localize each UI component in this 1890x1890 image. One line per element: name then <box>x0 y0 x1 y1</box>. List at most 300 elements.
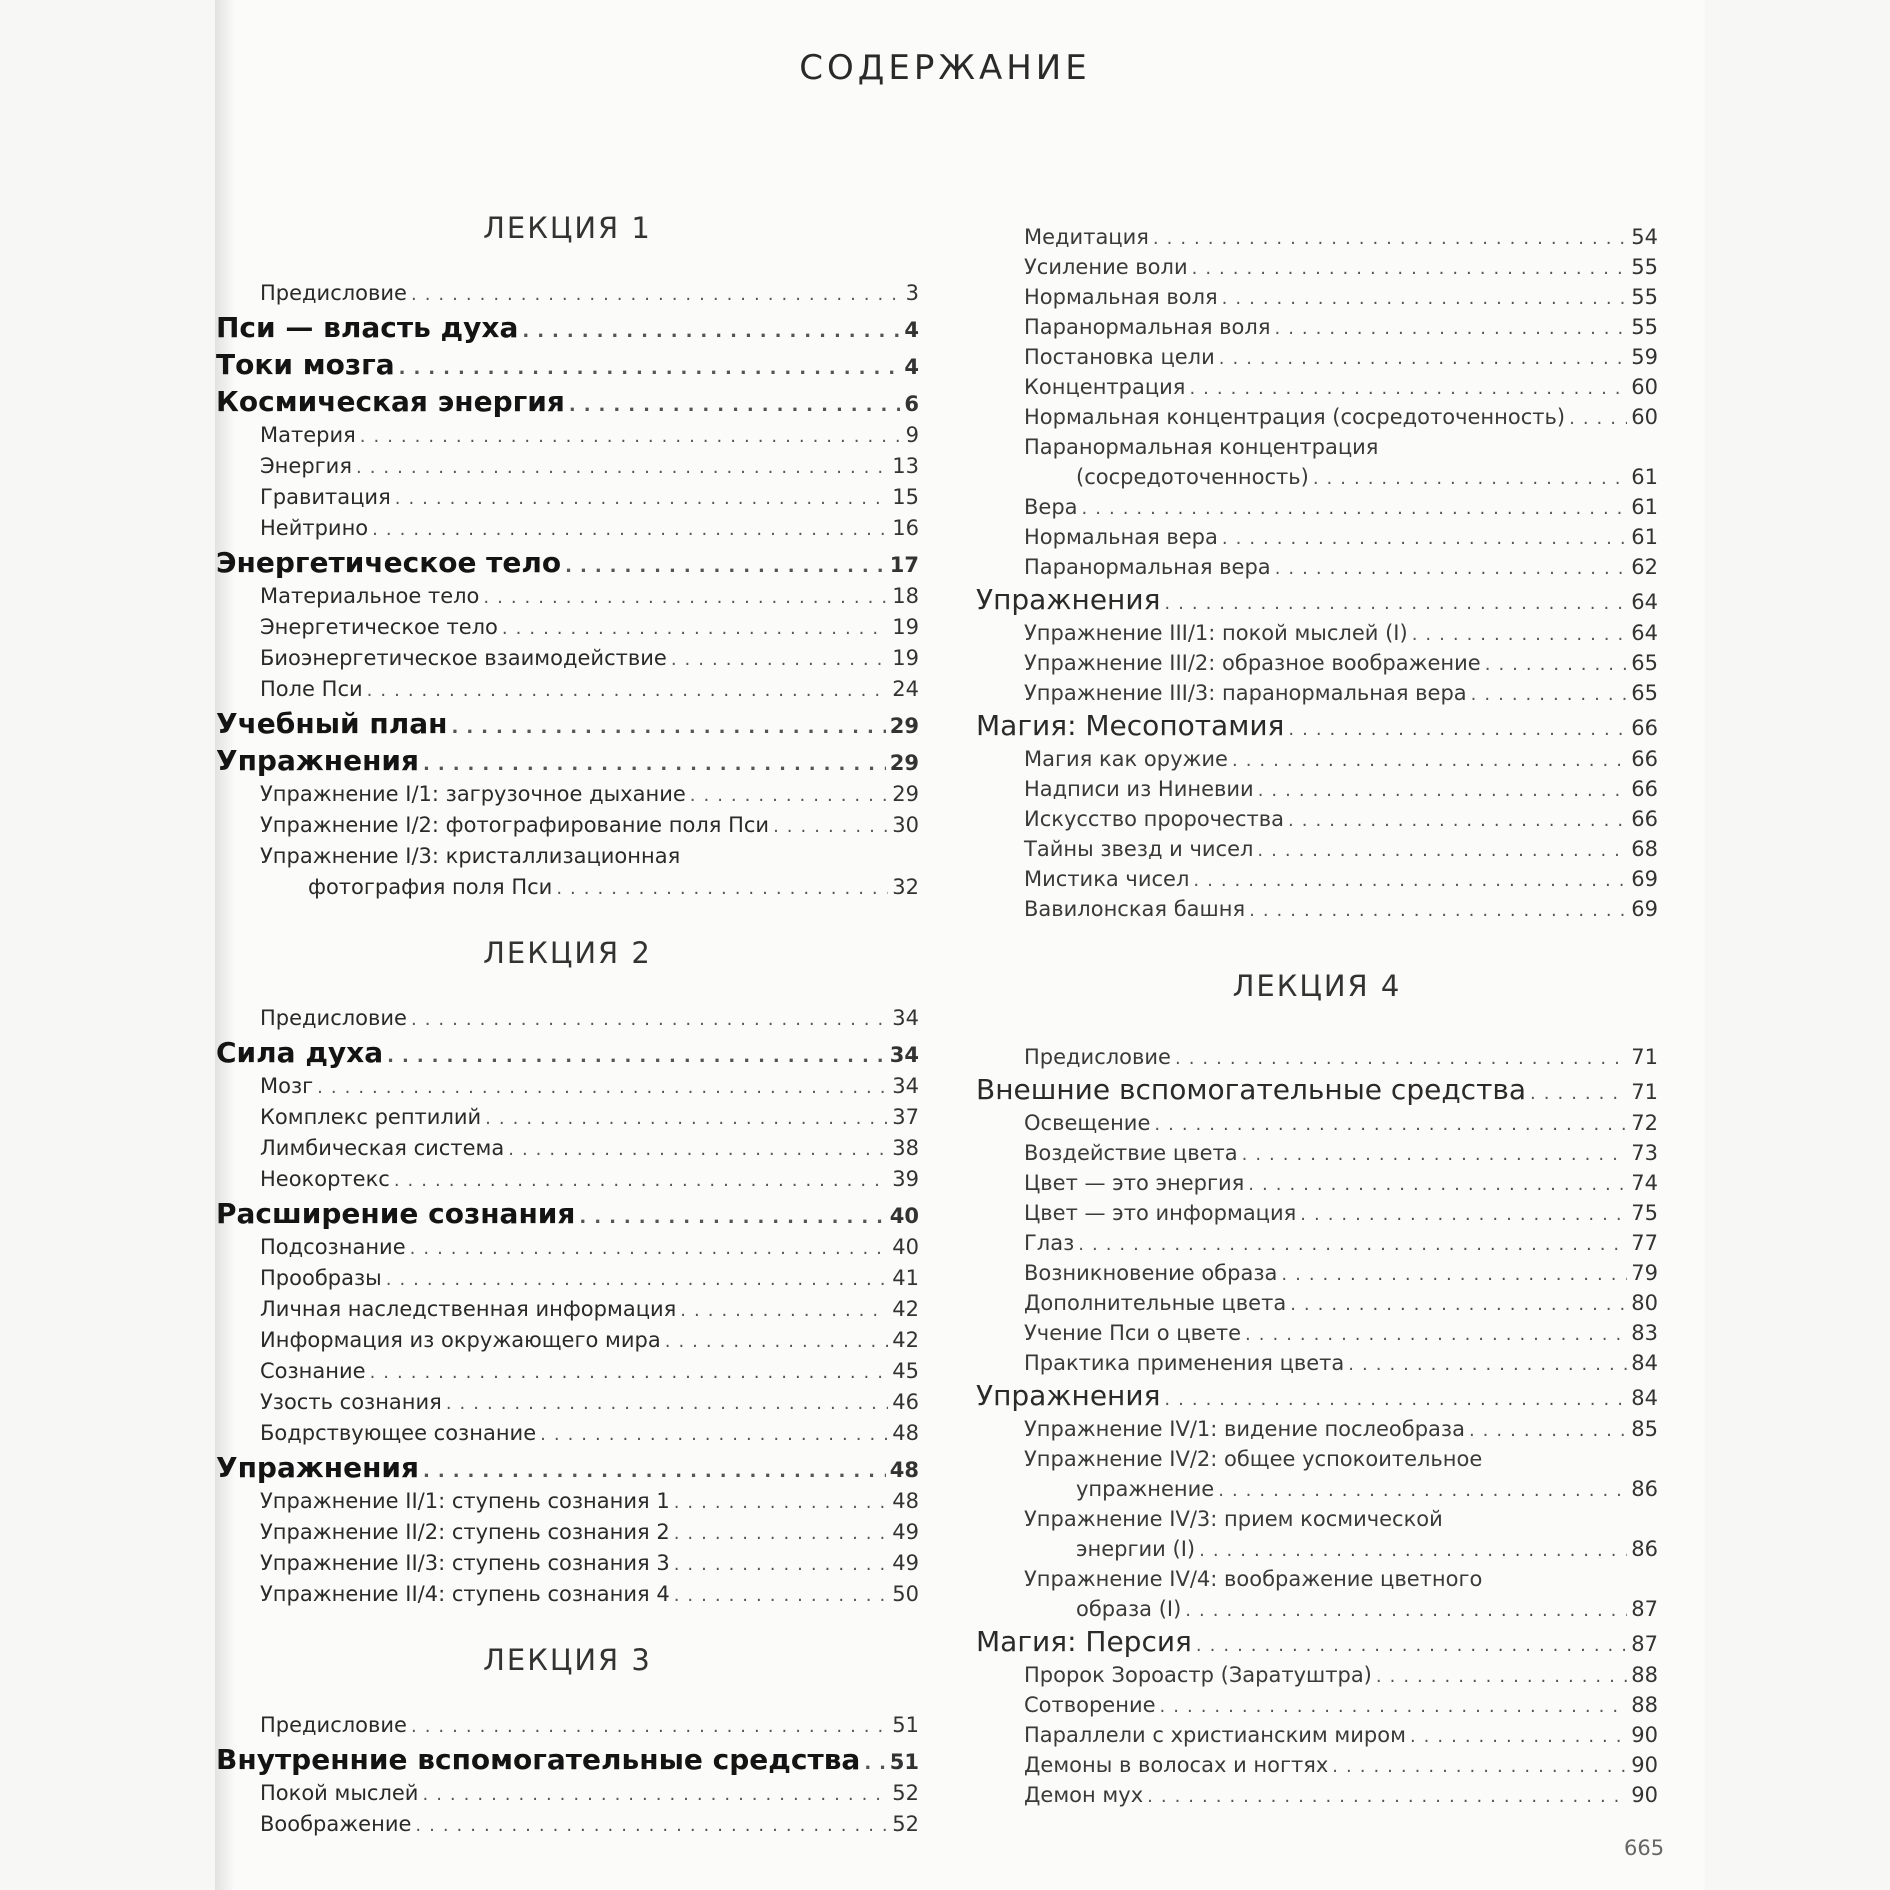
toc-entry-title: Мистика чисел <box>1024 867 1190 891</box>
toc-entry-page: 61 <box>1631 465 1658 489</box>
toc-entry-page: 69 <box>1631 867 1658 891</box>
toc-entry-title: Внешние вспомогательные средства <box>976 1073 1527 1106</box>
dot-leader <box>773 811 888 842</box>
dot-leader <box>386 1264 889 1295</box>
toc-entry-title: Подсознание <box>260 1235 406 1259</box>
toc-entry[interactable] <box>976 1348 1658 1378</box>
toc-entry-page: 30 <box>892 813 919 837</box>
toc-entry-page: 29 <box>889 714 919 738</box>
dot-leader <box>1192 254 1628 284</box>
toc-entry-page: 6 <box>904 392 919 416</box>
toc-entry-page: 61 <box>1631 525 1658 549</box>
dot-leader <box>1471 680 1628 710</box>
toc-entry[interactable] <box>216 1102 919 1133</box>
toc-entry-page: 29 <box>889 751 919 775</box>
toc-entry[interactable] <box>216 1232 919 1263</box>
toc-entry[interactable] <box>216 742 919 779</box>
toc-entry[interactable] <box>976 1138 1658 1168</box>
dot-leader <box>1222 524 1627 554</box>
dot-leader <box>1332 1752 1627 1782</box>
toc-entry[interactable] <box>216 1164 919 1195</box>
toc-entry-title: упражнение <box>1076 1477 1215 1501</box>
toc-entry[interactable] <box>976 894 1658 924</box>
toc-entry[interactable] <box>976 1780 1658 1810</box>
dot-leader <box>674 1518 889 1549</box>
toc-entry[interactable] <box>976 1414 1658 1444</box>
toc-entry[interactable] <box>216 1449 919 1486</box>
toc-entry[interactable] <box>976 1504 1658 1534</box>
toc-entry[interactable] <box>976 312 1658 342</box>
toc-entry-page: 51 <box>889 1750 919 1774</box>
toc-entry-page: 84 <box>1631 1386 1658 1410</box>
toc-entry-page: 85 <box>1631 1417 1658 1441</box>
toc-entry[interactable] <box>976 402 1658 432</box>
toc-entry-page: 38 <box>892 1136 919 1160</box>
toc-entry[interactable] <box>976 804 1658 834</box>
toc-entry-title: Упражнения <box>976 583 1161 616</box>
toc-entry-title: Паранормальная вера <box>1024 555 1271 579</box>
dot-leader <box>1281 1260 1627 1290</box>
toc-entry[interactable] <box>216 1003 919 1034</box>
toc-entry[interactable] <box>976 678 1658 708</box>
dot-leader <box>395 483 889 514</box>
toc-entry[interactable] <box>216 1195 919 1232</box>
toc-entry[interactable] <box>216 1325 919 1356</box>
toc-entry-page: 68 <box>1631 837 1658 861</box>
toc-entry-title: Предисловие <box>260 1006 407 1030</box>
toc-entry-title: Надписи из Ниневии <box>1024 777 1254 801</box>
toc-entry-page: 80 <box>1631 1291 1658 1315</box>
toc-entry-page: 64 <box>1631 621 1658 645</box>
toc-entry-title: Постановка цели <box>1024 345 1215 369</box>
toc-entry-title: Концентрация <box>1024 375 1186 399</box>
toc-entry-page: 77 <box>1631 1231 1658 1255</box>
toc-entry[interactable] <box>216 1778 919 1809</box>
dot-leader <box>1257 836 1627 866</box>
toc-entry-page: 34 <box>892 1074 919 1098</box>
toc-entry[interactable] <box>976 834 1658 864</box>
toc-entry-title: Токи мозга <box>216 348 395 381</box>
toc-entry-page: 18 <box>892 584 919 608</box>
toc-entry-title: Освещение <box>1024 1111 1151 1135</box>
toc-entry-title: фотография поля Пси <box>308 875 553 899</box>
toc-entry[interactable] <box>976 708 1658 744</box>
toc-entry[interactable] <box>216 674 919 705</box>
dot-leader <box>1348 1350 1627 1380</box>
toc-entry-page: 49 <box>892 1551 919 1575</box>
toc-entry-page: 40 <box>889 1204 919 1228</box>
toc-entry[interactable] <box>216 1517 919 1548</box>
toc-entry[interactable] <box>976 222 1658 252</box>
toc-entry-page: 51 <box>892 1713 919 1737</box>
toc-entry[interactable] <box>976 1288 1658 1318</box>
dot-leader <box>415 1810 888 1841</box>
toc-entry[interactable] <box>216 779 919 810</box>
toc-entry-title: Возникновение образа <box>1024 1261 1278 1285</box>
toc-entry-page: 48 <box>892 1489 919 1513</box>
toc-entry-page: 32 <box>892 875 919 899</box>
toc-entry-title: Упражнения <box>216 1451 420 1484</box>
toc-entry[interactable] <box>976 618 1658 648</box>
dot-leader <box>674 1580 889 1611</box>
toc-entry-title: Упражнение II/4: ступень сознания 4 <box>260 1582 670 1606</box>
toc-entry-page: 15 <box>892 485 919 509</box>
toc-entry[interactable] <box>216 1548 919 1579</box>
dot-leader <box>360 421 902 452</box>
toc-entry-title: Практика применения цвета <box>1024 1351 1345 1375</box>
toc-entry-page: 87 <box>1631 1632 1658 1656</box>
toc-entry[interactable] <box>976 1564 1658 1594</box>
toc-entry[interactable] <box>216 1486 919 1517</box>
toc-entry-page: 62 <box>1631 555 1658 579</box>
dot-leader <box>1242 1140 1628 1170</box>
toc-entry-page: 83 <box>1631 1321 1658 1345</box>
toc-entry-page: 69 <box>1631 897 1658 921</box>
dot-leader <box>1193 866 1627 896</box>
toc-entry-title: (сосредоточенность) <box>1076 465 1309 489</box>
toc-entry-title: Сила духа <box>216 1036 384 1069</box>
toc-entry-title: Магия: Персия <box>976 1625 1192 1658</box>
toc-entry[interactable] <box>976 522 1658 552</box>
toc-entry[interactable] <box>976 1444 1658 1474</box>
toc-entry[interactable] <box>216 309 919 346</box>
dot-leader <box>394 1165 888 1196</box>
toc-entry-title: Паранормальная концентрация <box>1024 435 1379 459</box>
lecture-heading: ЛЕКЦИЯ 4 <box>1232 969 1402 1003</box>
toc-entry-title: Упражнение III/3: паранормальная вера <box>1024 681 1467 705</box>
toc-entry-page: 19 <box>892 615 919 639</box>
dot-leader <box>485 1103 888 1134</box>
toc-entry-title: Упражнение IV/2: общее успокоительное <box>1024 1447 1483 1471</box>
toc-entry-page: 42 <box>892 1297 919 1321</box>
toc-entry[interactable] <box>976 1594 1658 1624</box>
toc-entry-title: Информация из окружающего мира <box>260 1328 661 1352</box>
dot-leader <box>1232 746 1627 776</box>
toc-entry[interactable] <box>976 282 1658 312</box>
dot-leader <box>1222 284 1628 314</box>
page-number: 665 <box>1624 1836 1665 1860</box>
toc-entry[interactable] <box>976 1750 1658 1780</box>
toc-entry-title: Воздействие цвета <box>1024 1141 1238 1165</box>
toc-entry-page: 71 <box>1631 1080 1658 1104</box>
toc-entry[interactable] <box>216 705 919 742</box>
toc-entry-page: 3 <box>905 281 919 305</box>
dot-leader <box>569 387 901 424</box>
toc-entry[interactable] <box>216 643 919 674</box>
toc-entry-page: 72 <box>1631 1111 1658 1135</box>
toc-entry-title: Упражнение II/1: ступень сознания 1 <box>260 1489 670 1513</box>
toc-entry[interactable] <box>216 581 919 612</box>
dot-leader <box>411 1711 888 1742</box>
dot-leader <box>1219 344 1628 374</box>
toc-entry-title: Вера <box>1024 495 1078 519</box>
dot-leader <box>690 780 889 811</box>
toc-entry-title: Упражнение IV/4: воображение цветного <box>1024 1567 1483 1591</box>
toc-entry[interactable] <box>976 1378 1658 1414</box>
toc-entry-title: Магия: Месопотамия <box>976 709 1285 742</box>
toc-entry[interactable] <box>976 1624 1658 1660</box>
toc-entry-title: Дополнительные цвета <box>1024 1291 1287 1315</box>
toc-entry[interactable] <box>976 1198 1658 1228</box>
toc-entry[interactable] <box>216 1809 919 1840</box>
toc-entry-title: Упражнение I/1: загрузочное дыхание <box>260 782 686 806</box>
toc-entry-title: Материальное тело <box>260 584 480 608</box>
toc-entry-page: 65 <box>1631 651 1658 675</box>
toc-entry[interactable] <box>976 462 1658 492</box>
toc-entry-title: Узость сознания <box>260 1390 442 1414</box>
toc-entry[interactable] <box>216 346 919 383</box>
dot-leader <box>1469 1416 1627 1446</box>
toc-entry-title: Нормальная концентрация (сосредоточенность) <box>1024 405 1566 429</box>
dot-leader <box>1082 494 1628 524</box>
toc-right-column <box>976 222 1658 1810</box>
dot-leader <box>1164 586 1627 622</box>
toc-entry-title: Упражнение II/3: ступень сознания 3 <box>260 1551 670 1575</box>
dot-leader <box>317 1072 888 1103</box>
toc-entry-page: 71 <box>1631 1045 1658 1069</box>
toc-entry-page: 90 <box>1631 1723 1658 1747</box>
toc-entry[interactable] <box>976 1534 1658 1564</box>
toc-entry[interactable] <box>216 482 919 513</box>
toc-entry-title: Энергетическое тело <box>260 615 498 639</box>
toc-entry-title: Пси — власть духа <box>216 311 519 344</box>
dot-leader <box>674 1549 889 1580</box>
toc-entry[interactable] <box>216 383 919 420</box>
toc-entry-page: 55 <box>1631 315 1658 339</box>
dot-leader <box>451 709 885 746</box>
toc-entry[interactable] <box>976 342 1658 372</box>
toc-entry-page: 19 <box>892 646 919 670</box>
dot-leader <box>1248 1170 1627 1200</box>
toc-entry[interactable] <box>216 1579 919 1610</box>
dot-leader <box>1288 806 1627 836</box>
toc-entry-title: Внутренние вспомогательные средства <box>216 1743 861 1776</box>
toc-entry[interactable] <box>216 544 919 581</box>
dot-leader <box>1164 1382 1627 1418</box>
toc-entry[interactable] <box>216 278 919 309</box>
toc-entry-title: Предисловие <box>260 1713 407 1737</box>
toc-entry-page: 50 <box>892 1582 919 1606</box>
toc-entry-page: 61 <box>1631 495 1658 519</box>
toc-entry[interactable] <box>976 1228 1658 1258</box>
toc-entry[interactable] <box>976 1690 1658 1720</box>
toc-entry[interactable] <box>216 1356 919 1387</box>
toc-entry[interactable] <box>976 1474 1658 1504</box>
dot-leader <box>423 746 886 783</box>
toc-entry-page: 65 <box>1631 681 1658 705</box>
toc-entry-title: Упражнение III/2: образное воображение <box>1024 651 1481 675</box>
toc-entry[interactable] <box>976 1660 1658 1690</box>
toc-entry-title: Неокортекс <box>260 1167 390 1191</box>
dot-leader <box>1078 1230 1627 1260</box>
toc-entry-title: Бодрствующее сознание <box>260 1421 537 1445</box>
dot-leader <box>1153 224 1627 254</box>
dot-leader <box>674 1487 889 1518</box>
toc-entry-page: 29 <box>892 782 919 806</box>
dot-leader <box>1530 1076 1627 1112</box>
toc-entry[interactable] <box>976 1318 1658 1348</box>
toc-entry-title: Поле Пси <box>260 677 363 701</box>
dot-leader <box>410 1233 889 1264</box>
toc-entry[interactable] <box>216 451 919 482</box>
toc-entry[interactable] <box>976 552 1658 582</box>
toc-entry-page: 37 <box>892 1105 919 1129</box>
toc-entry[interactable] <box>976 1720 1658 1750</box>
toc-entry[interactable] <box>976 372 1658 402</box>
toc-entry-title: Цвет — это информация <box>1024 1201 1297 1225</box>
lecture-heading: ЛЕКЦИЯ 2 <box>483 936 652 970</box>
toc-entry-title: образа (I) <box>1076 1597 1182 1621</box>
toc-entry[interactable] <box>216 1133 919 1164</box>
toc-entry-page: 59 <box>1631 345 1658 369</box>
toc-left-column <box>216 206 919 1840</box>
toc-entry-title: Паранормальная воля <box>1024 315 1271 339</box>
dot-leader <box>483 582 888 613</box>
dot-leader <box>387 1038 886 1075</box>
toc-entry[interactable] <box>976 744 1658 774</box>
toc-entry-page: 55 <box>1631 255 1658 279</box>
toc-entry[interactable] <box>976 1258 1658 1288</box>
dot-leader <box>579 1199 885 1236</box>
dot-leader <box>367 675 889 706</box>
toc-entry-page: 46 <box>892 1390 919 1414</box>
toc-entry-page: 52 <box>892 1812 919 1836</box>
dot-leader <box>1258 776 1628 806</box>
toc-entry-page: 87 <box>1631 1597 1658 1621</box>
toc-entry-page: 55 <box>1631 285 1658 309</box>
toc-entry-page: 64 <box>1631 590 1658 614</box>
dot-leader <box>1154 1110 1627 1140</box>
toc-entry-title: Лимбическая система <box>260 1136 505 1160</box>
toc-entry-title: Сознание <box>260 1359 366 1383</box>
toc-entry-title: Магия как оружие <box>1024 747 1228 771</box>
dot-leader <box>372 514 888 545</box>
toc-entry-title: Гравитация <box>260 485 391 509</box>
toc-entry-page: 88 <box>1631 1663 1658 1687</box>
dot-leader <box>1185 1596 1627 1626</box>
toc-entry[interactable] <box>216 612 919 643</box>
dot-leader <box>1175 1044 1627 1074</box>
toc-entry[interactable] <box>216 1710 919 1741</box>
dot-leader <box>540 1419 888 1450</box>
toc-entry[interactable] <box>976 864 1658 894</box>
toc-entry-title: Покой мыслей <box>260 1781 419 1805</box>
toc-entry[interactable] <box>216 1387 919 1418</box>
toc-entry-page: 13 <box>892 454 919 478</box>
toc-entry[interactable] <box>216 420 919 451</box>
toc-entry[interactable] <box>216 1071 919 1102</box>
lecture-heading: ЛЕКЦИЯ 3 <box>483 1643 652 1677</box>
toc-entry-title: Упражнение IV/1: видение послеобраза <box>1024 1417 1465 1441</box>
dot-leader <box>508 1134 888 1165</box>
toc-entry-title: Биоэнергетическое взаимодействие <box>260 646 667 670</box>
toc-entry-title: Сотворение <box>1024 1693 1156 1717</box>
toc-entry-page: 49 <box>892 1520 919 1544</box>
toc-entry[interactable] <box>216 1741 919 1778</box>
toc-entry-title: Личная наследственная информация <box>260 1297 677 1321</box>
toc-entry-title: энергии (I) <box>1076 1537 1196 1561</box>
toc-entry-title: Глаз <box>1024 1231 1075 1255</box>
toc-entry-title: Искусство пророчества <box>1024 807 1285 831</box>
dot-leader <box>411 279 902 310</box>
toc-entry[interactable] <box>976 582 1658 618</box>
toc-entry-title: Цвет — это энергия <box>1024 1171 1245 1195</box>
dot-leader <box>671 644 888 675</box>
dot-leader <box>1249 896 1627 926</box>
toc-entry[interactable] <box>976 432 1658 462</box>
toc-entry[interactable] <box>216 1034 919 1071</box>
toc-entry-title: Учебный план <box>216 707 448 740</box>
toc-entry-page: 73 <box>1631 1141 1658 1165</box>
toc-entry[interactable] <box>976 1072 1658 1108</box>
toc-entry-page: 34 <box>889 1043 919 1067</box>
toc-entry-title: Воображение <box>260 1812 412 1836</box>
dot-leader <box>556 873 888 904</box>
toc-entry[interactable] <box>216 1418 919 1449</box>
toc-entry[interactable] <box>976 1108 1658 1138</box>
toc-entry-title: Параллели с христианским миром <box>1024 1723 1406 1747</box>
dot-leader <box>1245 1320 1627 1350</box>
toc-entry[interactable] <box>976 648 1658 678</box>
toc-entry-page: 34 <box>892 1006 919 1030</box>
toc-entry-page: 9 <box>905 423 919 447</box>
toc-entry[interactable] <box>216 513 919 544</box>
toc-entry[interactable] <box>976 492 1658 522</box>
toc-entry[interactable] <box>216 810 919 841</box>
toc-entry[interactable] <box>976 1168 1658 1198</box>
toc-entry-title: Упражнение II/2: ступень сознания 2 <box>260 1520 670 1544</box>
dot-leader <box>1412 620 1628 650</box>
toc-entry-title: Демон мух <box>1024 1783 1144 1807</box>
toc-entry-title: Космическая энергия <box>216 385 565 418</box>
toc-entry[interactable] <box>976 252 1658 282</box>
toc-entry-title: Вавилонская башня <box>1024 897 1246 921</box>
toc-entry-title: Нормальная вера <box>1024 525 1218 549</box>
toc-entry-page: 52 <box>892 1781 919 1805</box>
toc-entry-page: 24 <box>892 677 919 701</box>
toc-entry-page: 4 <box>904 355 919 379</box>
toc-entry-title: Предисловие <box>1024 1045 1171 1069</box>
toc-entry-page: 66 <box>1631 777 1658 801</box>
toc-entry[interactable] <box>216 1263 919 1294</box>
dot-leader <box>502 613 888 644</box>
toc-entry-page: 75 <box>1631 1201 1658 1225</box>
dot-leader <box>1274 314 1627 344</box>
toc-entry-title: Упражнение IV/3: прием космической <box>1024 1507 1443 1531</box>
toc-entry[interactable] <box>216 1294 919 1325</box>
toc-entry-title: Упражнение I/2: фотографирование поля Пси <box>260 813 770 837</box>
toc-entry-title: Упражнения <box>216 744 420 777</box>
toc-entry[interactable] <box>976 1042 1658 1072</box>
toc-entry-title: Упражнения <box>976 1379 1161 1412</box>
toc-entry-title: Прообразы <box>260 1266 382 1290</box>
toc-entry[interactable] <box>976 774 1658 804</box>
toc-entry-page: 60 <box>1631 405 1658 429</box>
toc-entry-page: 60 <box>1631 375 1658 399</box>
toc-entry-title: Нормальная воля <box>1024 285 1218 309</box>
toc-entry-page: 4 <box>904 318 919 342</box>
toc-entry[interactable] <box>216 841 919 872</box>
toc-entry[interactable] <box>216 872 919 903</box>
toc-entry-page: 39 <box>892 1167 919 1191</box>
dot-leader <box>1199 1536 1627 1566</box>
toc-entry-page: 16 <box>892 516 919 540</box>
dot-leader <box>1288 712 1627 748</box>
dot-leader <box>1160 1692 1628 1722</box>
dot-leader <box>1196 1628 1627 1664</box>
lecture-heading: ЛЕКЦИЯ 1 <box>483 211 652 245</box>
toc-entry-page: 66 <box>1631 747 1658 771</box>
